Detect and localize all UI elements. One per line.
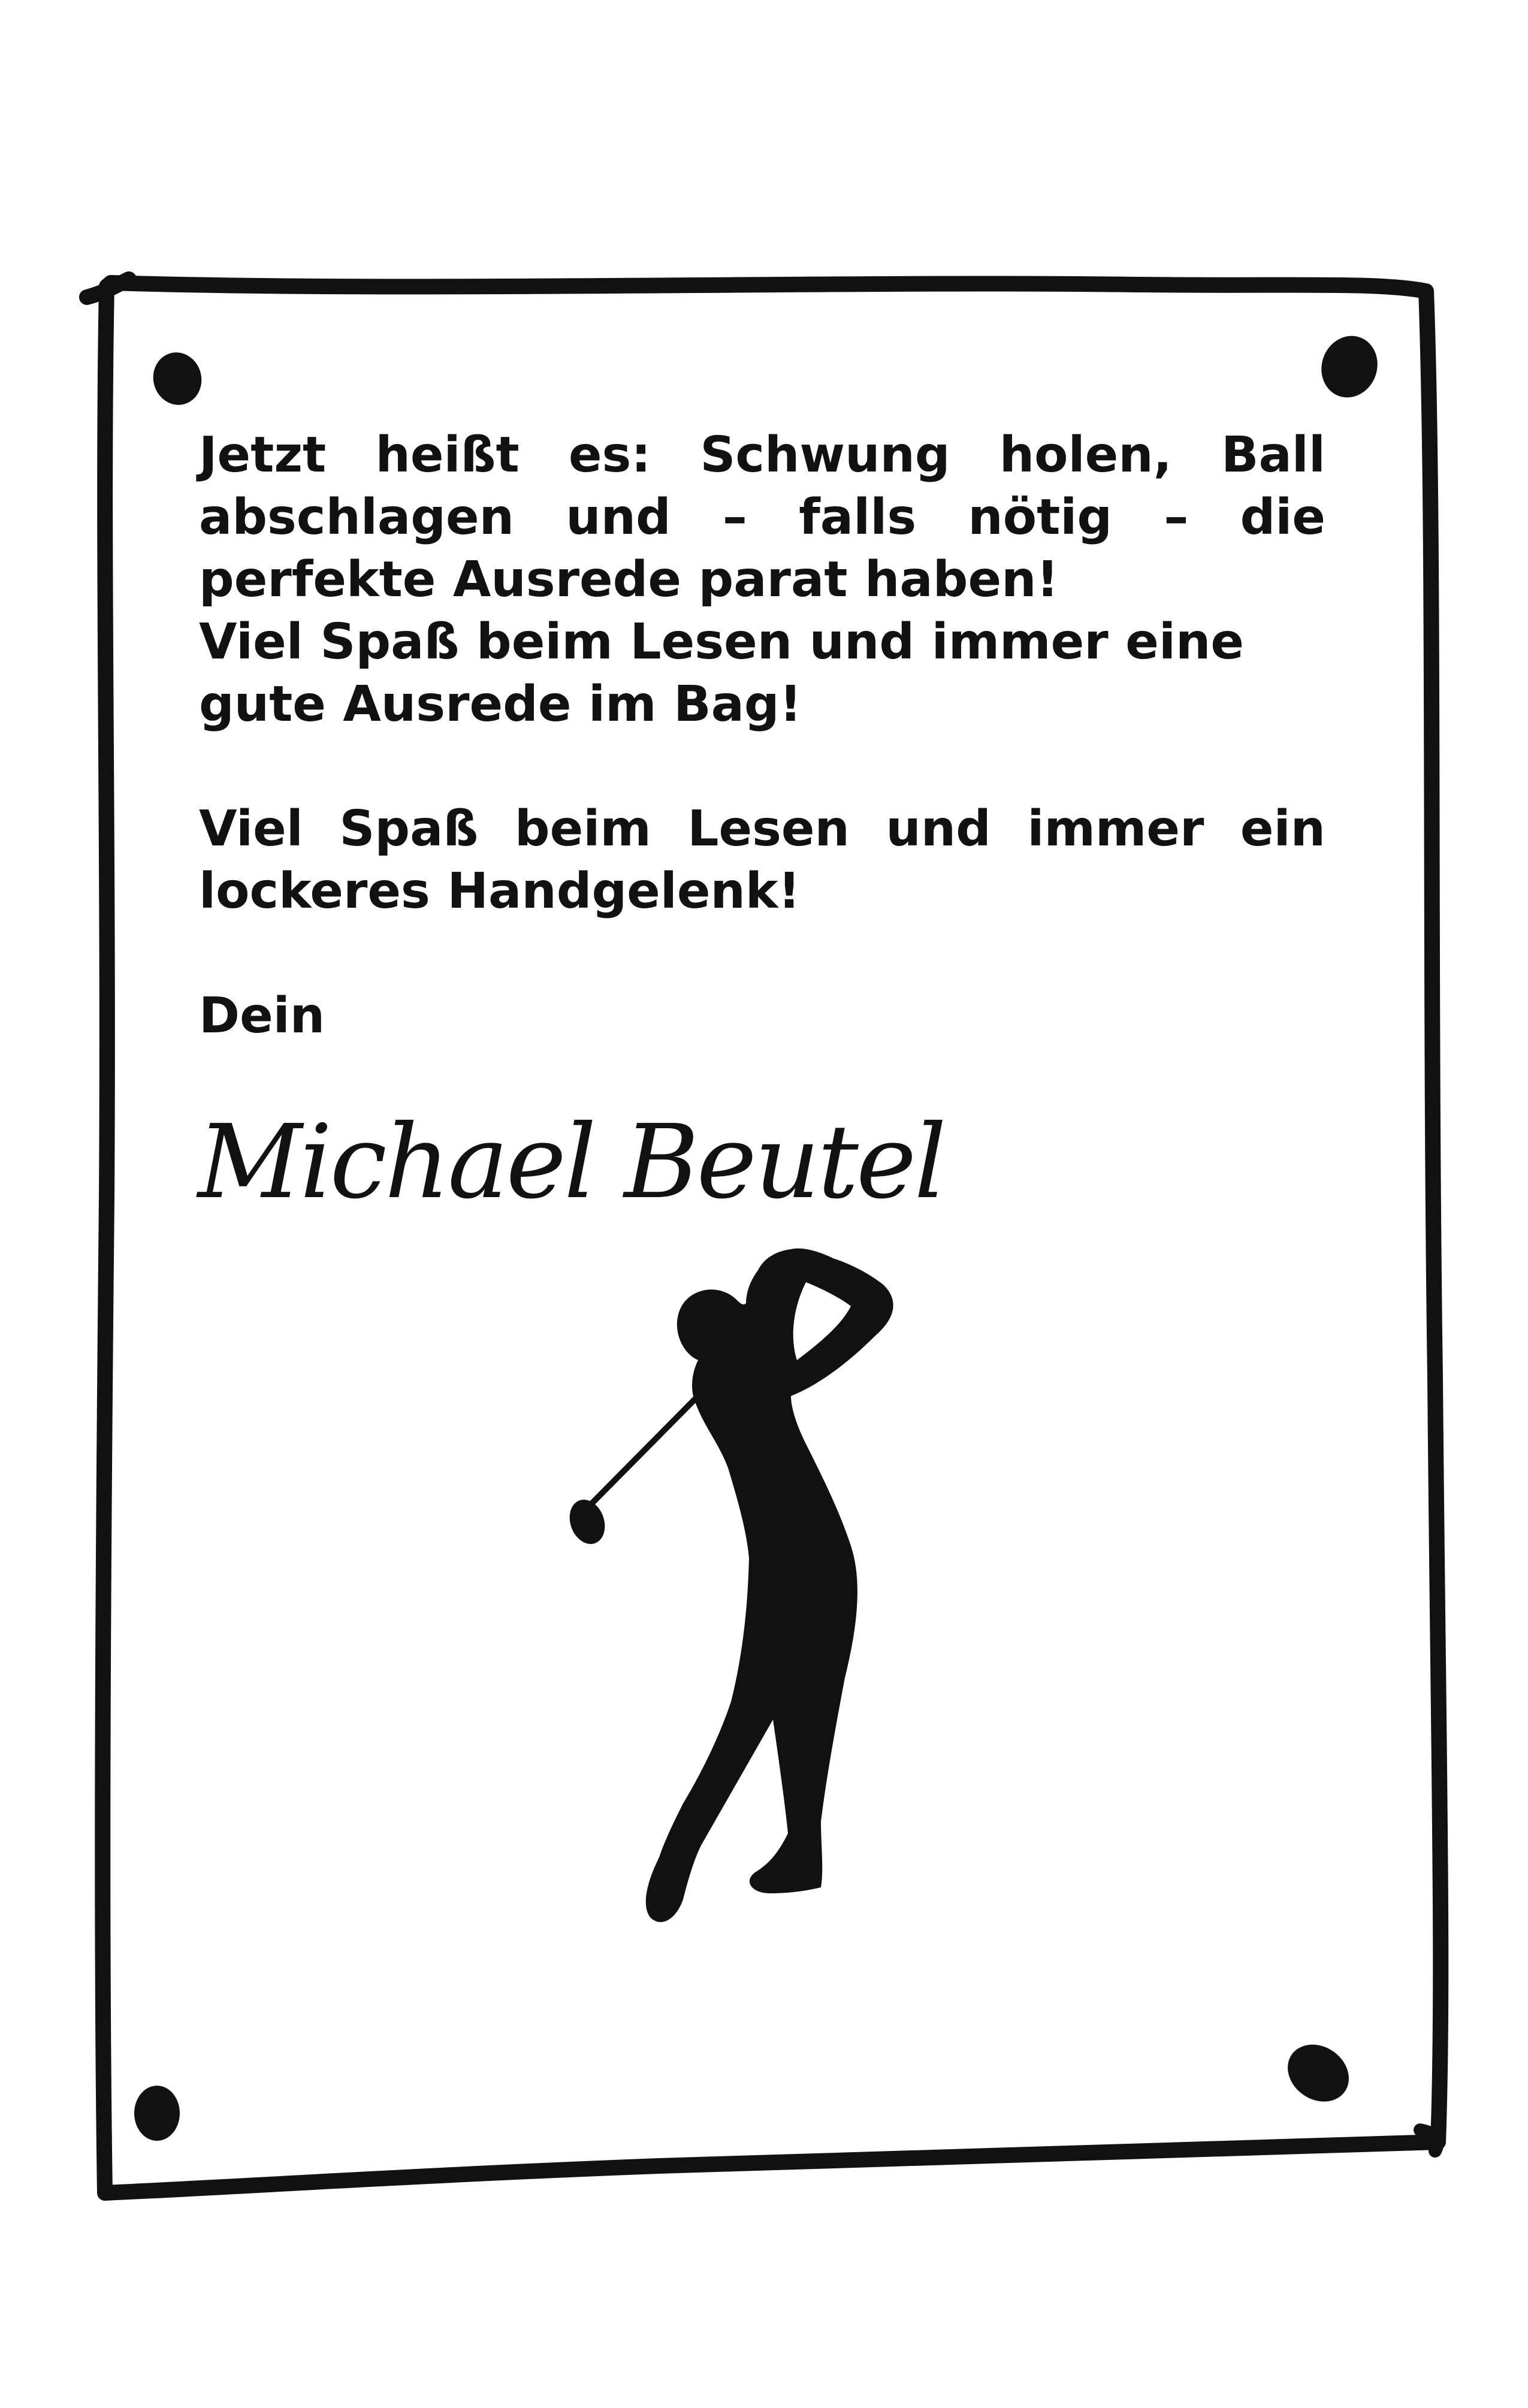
golf-club-head bbox=[564, 1495, 611, 1549]
golfer-body bbox=[646, 1249, 893, 1922]
paragraph-gap bbox=[199, 923, 1325, 985]
paragraph-gap bbox=[199, 736, 1325, 798]
paragraph-excuse: Jetzt heißt es: Schwung holen, Ball abschlagen und – falls nötig – die perfekte Ausrede parat haben! bbox=[199, 427, 1325, 608]
paragraph-bag: Viel Spaß beim Lesen und immer eine gute Ausrede im Bag! bbox=[199, 614, 1244, 733]
pin-dot-icon bbox=[134, 2086, 180, 2141]
signature: Michael Beutel bbox=[198, 1103, 944, 1222]
letter-body bbox=[199, 424, 1325, 1047]
frame-border-overlap bbox=[87, 279, 129, 297]
pin-dot-icon bbox=[1313, 328, 1386, 405]
golfer-silhouette-icon bbox=[539, 1246, 1019, 1935]
closing-line: Dein bbox=[199, 987, 325, 1044]
pin-dot-icon bbox=[1277, 2033, 1360, 2113]
pin-dot-icon bbox=[147, 347, 207, 410]
paragraph-wrist: Viel Spaß beim Lesen und immer ein lockeres Handgelenk! bbox=[199, 800, 1325, 920]
